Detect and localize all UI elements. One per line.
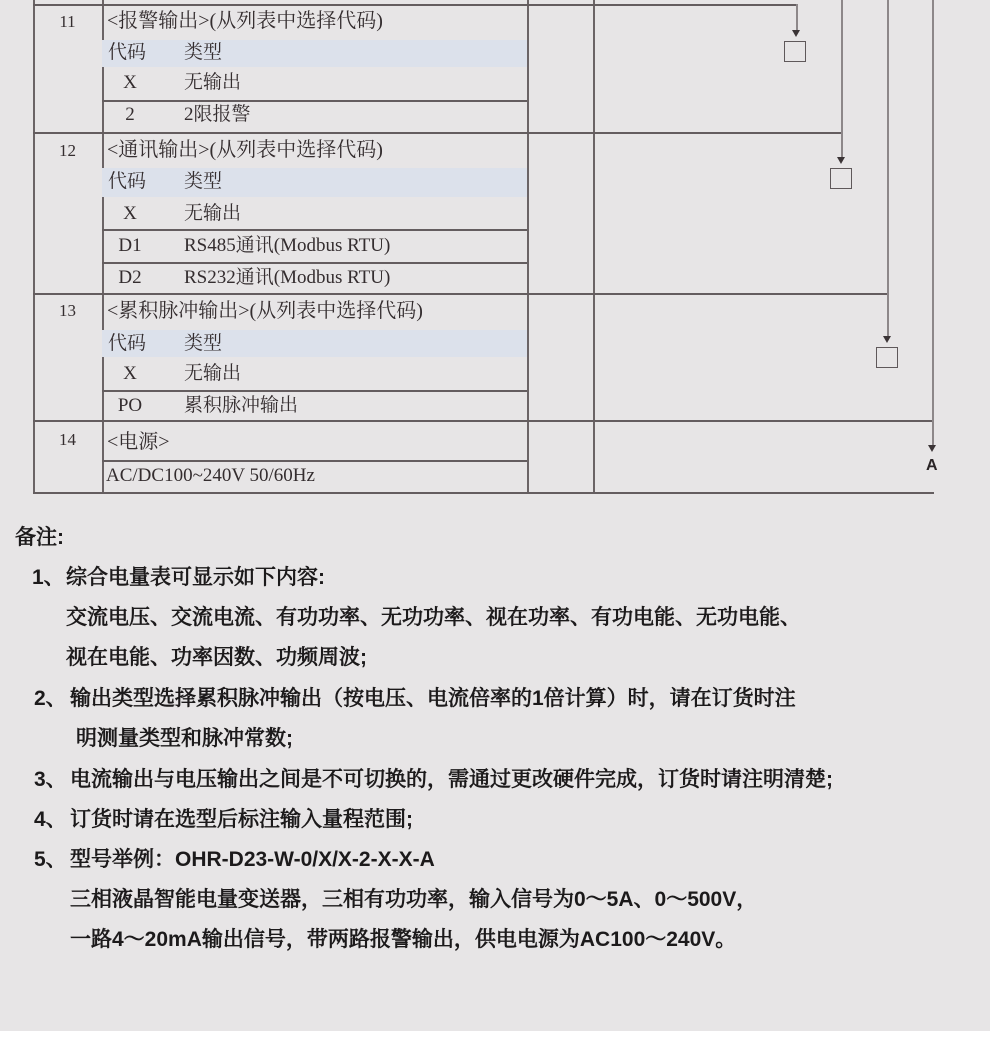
note-item-number: 3、 xyxy=(34,768,67,791)
code-checkbox-row-12[interactable] xyxy=(830,168,852,189)
option-code: 2 xyxy=(125,104,135,125)
note-line: 三相液晶智能电量变送器，三相有功功率，输入信号为0～5A、0～500V， xyxy=(70,888,758,911)
row-title: <累积脉冲输出>(从列表中选择代码) xyxy=(107,300,423,322)
code-type-header-band xyxy=(102,330,527,357)
row-12-top-branch-line xyxy=(33,132,842,134)
row-title: <通讯输出>(从列表中选择代码) xyxy=(107,139,383,161)
note-item-number: 5、 xyxy=(34,848,67,871)
column-header-code: 代码 xyxy=(108,171,147,192)
page-bottom-margin xyxy=(0,1031,990,1046)
note-line: 综合电量表可显示如下内容: xyxy=(66,566,325,589)
code-type-header-band xyxy=(102,40,527,67)
option-code: D1 xyxy=(118,235,142,256)
note-line: 输出类型选择累积脉冲输出（按电压、电流倍率的1倍计算）时，请在订货时注 xyxy=(70,687,796,710)
row-divider xyxy=(102,229,527,231)
option-type: RS485通讯(Modbus RTU) xyxy=(184,235,391,256)
option-code: PO xyxy=(117,395,143,416)
table-number-column-line xyxy=(102,0,104,492)
row-title: <报警输出>(从列表中选择代码) xyxy=(107,10,383,32)
arrow-down-icon xyxy=(928,445,936,452)
option-type: 无输出 xyxy=(184,363,242,384)
note-line: 明测量类型和脉冲常数; xyxy=(76,727,293,750)
option-type: 累积脉冲输出 xyxy=(184,395,299,416)
column-header-type: 类型 xyxy=(184,333,223,354)
arrow-down-icon xyxy=(837,157,845,164)
code-checkbox-row-11[interactable] xyxy=(784,41,806,62)
row-divider xyxy=(102,460,527,462)
option-type: 无输出 xyxy=(184,72,242,93)
routing-line-row-11 xyxy=(796,4,798,31)
option-type: 2限报警 xyxy=(184,104,251,125)
table-bottom-border xyxy=(33,492,934,494)
note-item-number: 2、 xyxy=(34,687,67,710)
row-11-top-branch-line xyxy=(33,4,797,6)
arrow-down-icon xyxy=(883,336,891,343)
routing-line-row-13 xyxy=(887,0,889,337)
note-item-number: 1、 xyxy=(32,566,65,589)
option-code: X xyxy=(123,363,137,384)
note-line: 视在电能、功率因数、功频周波; xyxy=(66,646,367,669)
option-type: 无输出 xyxy=(184,203,242,224)
routing-line-row-12 xyxy=(841,0,843,158)
row-number: 13 xyxy=(59,301,76,320)
table-right-border xyxy=(593,0,595,492)
notes-heading: 备注: xyxy=(15,526,64,549)
table-inner-column-line xyxy=(527,0,529,492)
column-header-type: 类型 xyxy=(184,42,223,63)
column-header-code: 代码 xyxy=(108,42,147,63)
option-code: X xyxy=(123,203,137,224)
option-type: RS232通讯(Modbus RTU) xyxy=(184,267,391,288)
row-divider xyxy=(102,100,527,102)
row-number: 14 xyxy=(59,430,76,449)
note-line: 交流电压、交流电流、有功功率、无功功率、视在功率、有功电能、无功电能、 xyxy=(66,606,801,629)
arrow-down-icon xyxy=(792,30,800,37)
option-code: X xyxy=(123,72,137,93)
column-header-code: 代码 xyxy=(108,333,147,354)
routing-line-row-14 xyxy=(932,0,934,446)
row-13-top-branch-line xyxy=(33,293,888,295)
row-number: 11 xyxy=(59,12,76,31)
power-branch-label: A xyxy=(926,457,938,474)
note-item-number: 4、 xyxy=(34,808,67,831)
row-divider xyxy=(102,262,527,264)
row-number: 12 xyxy=(59,141,76,160)
note-line: 订货时请在选型后标注输入量程范围; xyxy=(70,808,413,831)
code-checkbox-row-13[interactable] xyxy=(876,347,898,368)
note-line: 一路4～20mA输出信号，带两路报警输出，供电电源为AC100～240V。 xyxy=(70,928,737,951)
row-14-top-branch-line xyxy=(33,420,933,422)
column-header-type: 类型 xyxy=(184,171,223,192)
note-line: 电流输出与电压输出之间是不可切换的，需通过更改硬件完成，订货时请注明清楚; xyxy=(70,768,833,791)
row-title: <电源> xyxy=(107,431,170,453)
code-type-header-band xyxy=(102,168,527,197)
power-supply-spec: AC/DC100~240V 50/60Hz xyxy=(106,465,315,486)
option-code: D2 xyxy=(118,267,142,288)
table-left-border xyxy=(33,0,35,492)
row-divider xyxy=(102,390,527,392)
note-line: 型号举例：OHR-D23-W-0/X/X-2-X-X-A xyxy=(70,848,435,871)
